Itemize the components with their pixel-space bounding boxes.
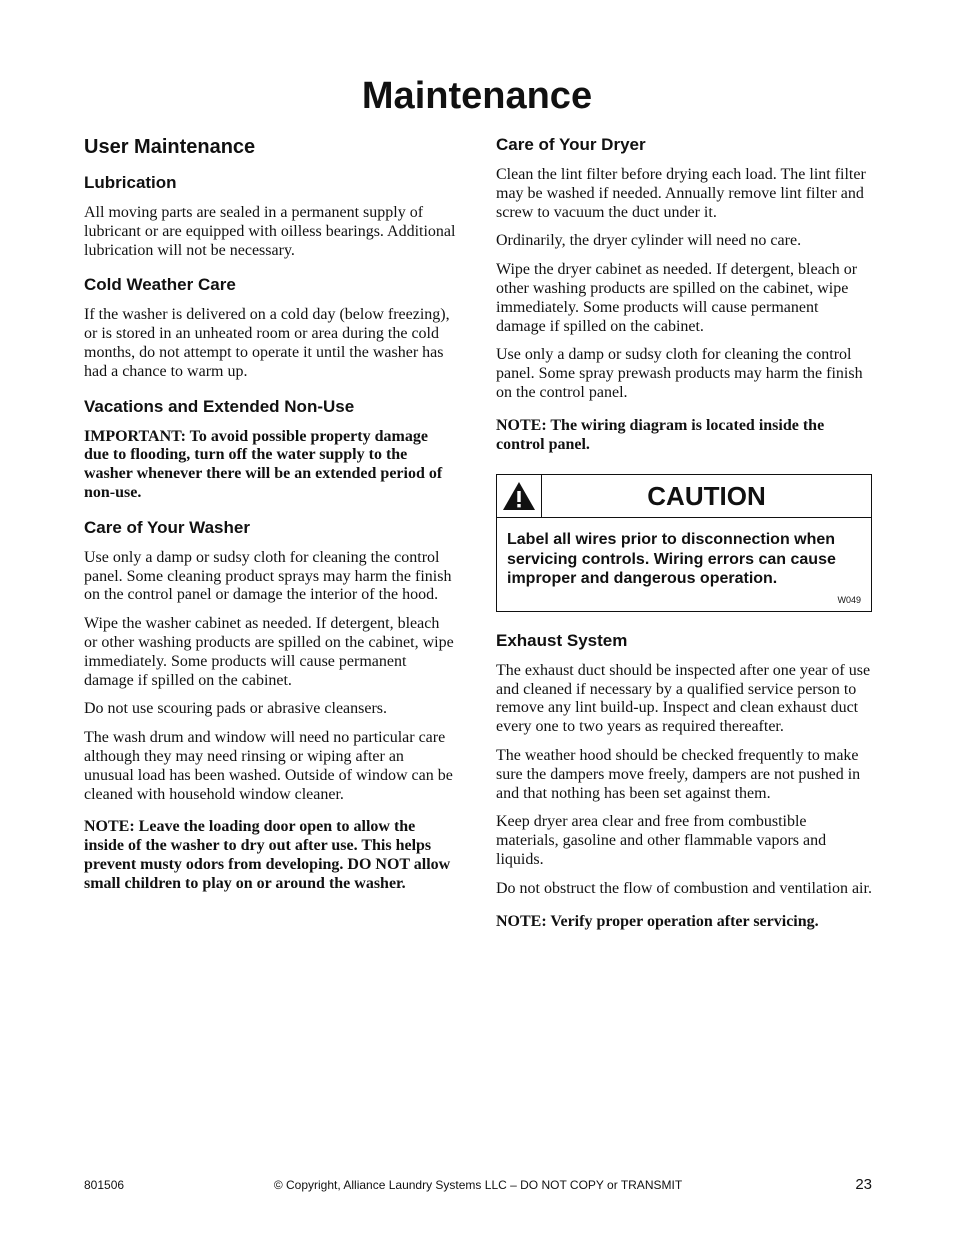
- text-washer-care-1: Use only a damp or sudsy cloth for cleaning the control panel. Some cleaning product sprays may harm the finish on the control panel or damage the interior of the hood.: [84, 548, 452, 604]
- text-dryer-care-2: Ordinarily, the dryer cylinder will need no care.: [496, 232, 802, 250]
- text-dryer-care-1: Clean the lint filter before drying each load. The lint filter may be washed if needed. Annually remove lint filter and screw to vacuum the duct under it.: [496, 166, 866, 221]
- caution-code: W049: [837, 594, 861, 605]
- heading-exhaust: Exhaust System: [496, 630, 628, 650]
- text-lubrication: All moving parts are sealed in a permanent supply of lubricant or are equipped with oilless bearings. Additional lubrication will not be necessary.: [84, 204, 456, 259]
- right-column: [496, 134, 872, 941]
- doc-number: 801506: [84, 1178, 125, 1192]
- text-exhaust-4: Do not obstruct the flow of combustion and ventilation air.: [496, 879, 872, 897]
- caution-text: Label all wires prior to disconnection when servicing controls. Wiring errors can cause improper and dangerous operation.: [507, 531, 836, 588]
- caution-box: [496, 474, 872, 612]
- text-washer-care-4: The wash drum and window will need no particular care although they may need rinsing or wiping after an unusual load has been washed. Outside of window can be cleaned with household window cleaner.: [84, 729, 453, 803]
- caution-body: [497, 518, 871, 611]
- text-dryer-care-3: Wipe the dryer cabinet as needed. If detergent, bleach or other washing products are spilled on the cabinet, wipe immediately. Some products will cause permanent damage if spilled on the cabinet.: [496, 261, 858, 335]
- text-cold-weather: If the washer is delivered on a cold day (below freezing), or is stored in an unheated room or area during the cold months, do not attempt to operate it until the washer has had a chance to warm up.: [84, 306, 450, 380]
- heading-lubrication: Lubrication: [84, 173, 177, 192]
- text-exhaust-2: The weather hood should be checked frequently to make sure the dampers move freely, dampers are not pushed in and that nothing has been set against them.: [496, 747, 861, 802]
- heading-washer-care: Care of Your Washer: [84, 517, 250, 537]
- heading-vacations: Vacations and Extended Non-Use: [84, 396, 355, 416]
- note-washer-door: NOTE: Leave the loading door open to allow the inside of the washer to dry out after use. This helps prevent musty odors from developing. DO NOT allow small children to play on or around the washer.: [84, 818, 451, 892]
- copyright-notice: © Copyright, Alliance Laundry Systems LLC – DO NOT COPY or TRANSMIT: [273, 1178, 683, 1192]
- text-exhaust-3: Keep dryer area clear and free from combustible materials, gasoline and other flammable vapors and liquids.: [496, 813, 827, 869]
- note-wiring-diagram: NOTE: The wiring diagram is located inside the control panel.: [496, 416, 825, 453]
- note-verify-operation: NOTE: Verify proper operation after servicing.: [496, 912, 819, 930]
- text-dryer-care-4: Use only a damp or sudsy cloth for cleaning the control panel. Some spray prewash products may harm the finish on the control panel.: [496, 346, 863, 401]
- caution-header: [497, 475, 871, 518]
- section-title-user-maintenance: User Maintenance: [84, 136, 256, 158]
- warning-triangle-icon: [497, 475, 542, 517]
- text-washer-care-2: Wipe the washer cabinet as needed. If detergent, bleach or other washing products are spilled on the cabinet, wipe immediately. Some products will cause permanent damage if spilled on the cabinet.: [84, 615, 454, 689]
- page-number: 23: [855, 1176, 872, 1193]
- text-vacations-important: IMPORTANT: To avoid possible property damage due to flooding, turn off the water supply to the washer whenever there will be an extended period of non-use.: [84, 427, 443, 501]
- heading-dryer-care: Care of Your Dryer: [496, 135, 646, 154]
- text-washer-care-3: Do not use scouring pads or abrasive cleansers.: [84, 700, 388, 718]
- heading-cold-weather: Cold Weather Care: [84, 275, 236, 295]
- page-title: Maintenance: [361, 75, 593, 117]
- text-exhaust-1: The exhaust duct should be inspected after one year of use and cleaned if necessary by a qualified service person to remove any lint build-up. Inspect and clean exhaust duct every one to two years as required thereafter.: [496, 661, 871, 736]
- left-column: [84, 134, 456, 904]
- caution-title: CAUTION: [647, 481, 766, 512]
